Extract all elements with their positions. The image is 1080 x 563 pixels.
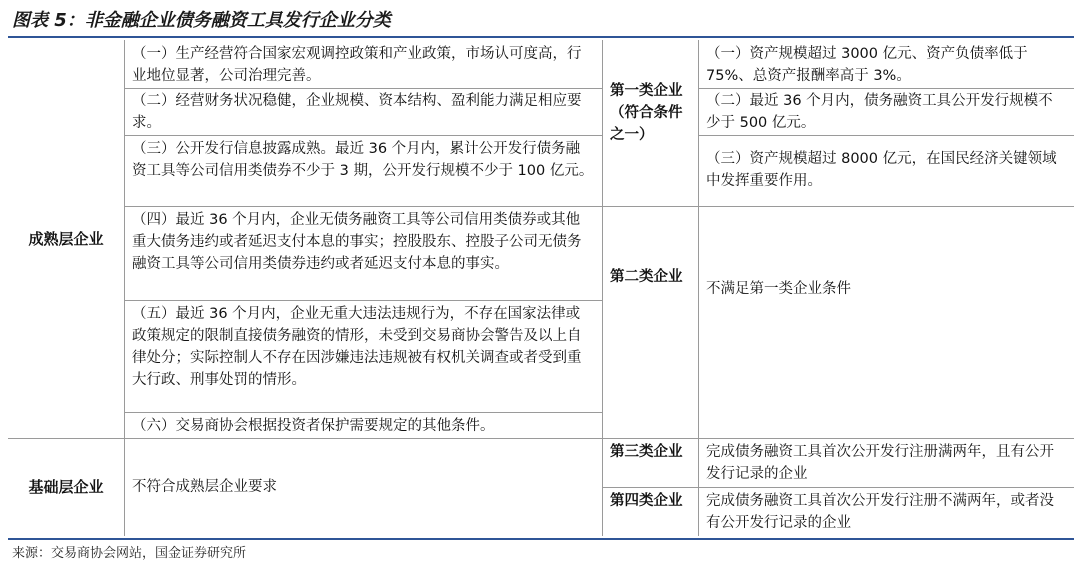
condition-1: （一）生产经营符合国家宏观调控政策和产业政策，市场认可度高，行业地位显著，公司治理完善。 bbox=[132, 46, 582, 84]
tier-label-basic: 基础层企业 bbox=[28, 478, 104, 496]
divider bbox=[124, 40, 125, 536]
title-rule bbox=[8, 36, 1074, 38]
tier-label-mature: 成熟层企业 bbox=[28, 230, 104, 248]
divider bbox=[602, 40, 603, 536]
bottom-rule bbox=[8, 538, 1074, 540]
divider bbox=[698, 135, 1074, 136]
condition-5: （五）最近 36 个月内，企业无重大违法违规行为，不存在国家法律或政策规定的限制直接债务融资的情形，未受到交易商协会警告及以上自律处分；实际控制人不存在因涉嫌违法违规被有权机关调查或者受到重大行政、刑事处罚的情形。 bbox=[132, 306, 582, 388]
divider bbox=[124, 412, 602, 413]
class4-desc: 完成债务融资工具首次公开发行注册不满两年，或者没有公开发行记录的企业 bbox=[706, 493, 1054, 531]
divider bbox=[8, 438, 1074, 439]
class1-item-3: （三）资产规模超过 8000 亿元，在国民经济关键领域中发挥重要作用。 bbox=[706, 151, 1057, 189]
class2-label: 第二类企业 bbox=[610, 269, 683, 285]
page-title: 图表 5：非金融企业债务融资工具发行企业分类 bbox=[12, 10, 391, 31]
divider bbox=[124, 88, 602, 89]
source-note: 来源：交易商协会网站，国金证券研究所 bbox=[12, 546, 247, 561]
condition-3: （三）公开发行信息披露成熟。最近 36 个月内，累计公开发行债务融资工具等公司信用类债券不少于 3 期，公开发行规模不少于 100 亿元。 bbox=[132, 141, 594, 179]
divider bbox=[698, 40, 699, 536]
basic-condition: 不符合成熟层企业要求 bbox=[132, 479, 277, 495]
class1-label: 第一类企业（符合条件之一） bbox=[610, 83, 683, 143]
condition-6: （六）交易商协会根据投资者保护需要规定的其他条件。 bbox=[132, 418, 495, 434]
condition-4: （四）最近 36 个月内，企业无债务融资工具等公司信用类债券或其他重大债务违约或者延迟支付本息的事实；控股股东、控股子公司无债务融资工具等公司信用类债券违约或者延迟支付本息的事实。 bbox=[132, 212, 582, 272]
class4-label: 第四类企业 bbox=[610, 493, 683, 509]
divider bbox=[124, 300, 602, 301]
class2-desc: 不满足第一类企业条件 bbox=[706, 281, 851, 297]
divider bbox=[124, 206, 602, 207]
condition-2: （二）经营财务状况稳健，企业规模、资本结构、盈利能力满足相应要求。 bbox=[132, 93, 582, 131]
divider bbox=[698, 88, 1074, 89]
class3-label: 第三类企业 bbox=[610, 444, 683, 460]
classification-table bbox=[8, 40, 1074, 536]
divider bbox=[602, 487, 1074, 488]
class3-desc: 完成债务融资工具首次公开发行注册满两年，且有公开发行记录的企业 bbox=[706, 444, 1054, 482]
class1-item-2: （二）最近 36 个月内，债务融资工具公开发行规模不少于 500 亿元。 bbox=[706, 93, 1053, 131]
divider bbox=[602, 206, 1074, 207]
divider bbox=[124, 135, 602, 136]
class1-item-1: （一）资产规模超过 3000 亿元、资产负债率低于 75%、总资产报酬率高于 3%。 bbox=[706, 46, 1028, 84]
